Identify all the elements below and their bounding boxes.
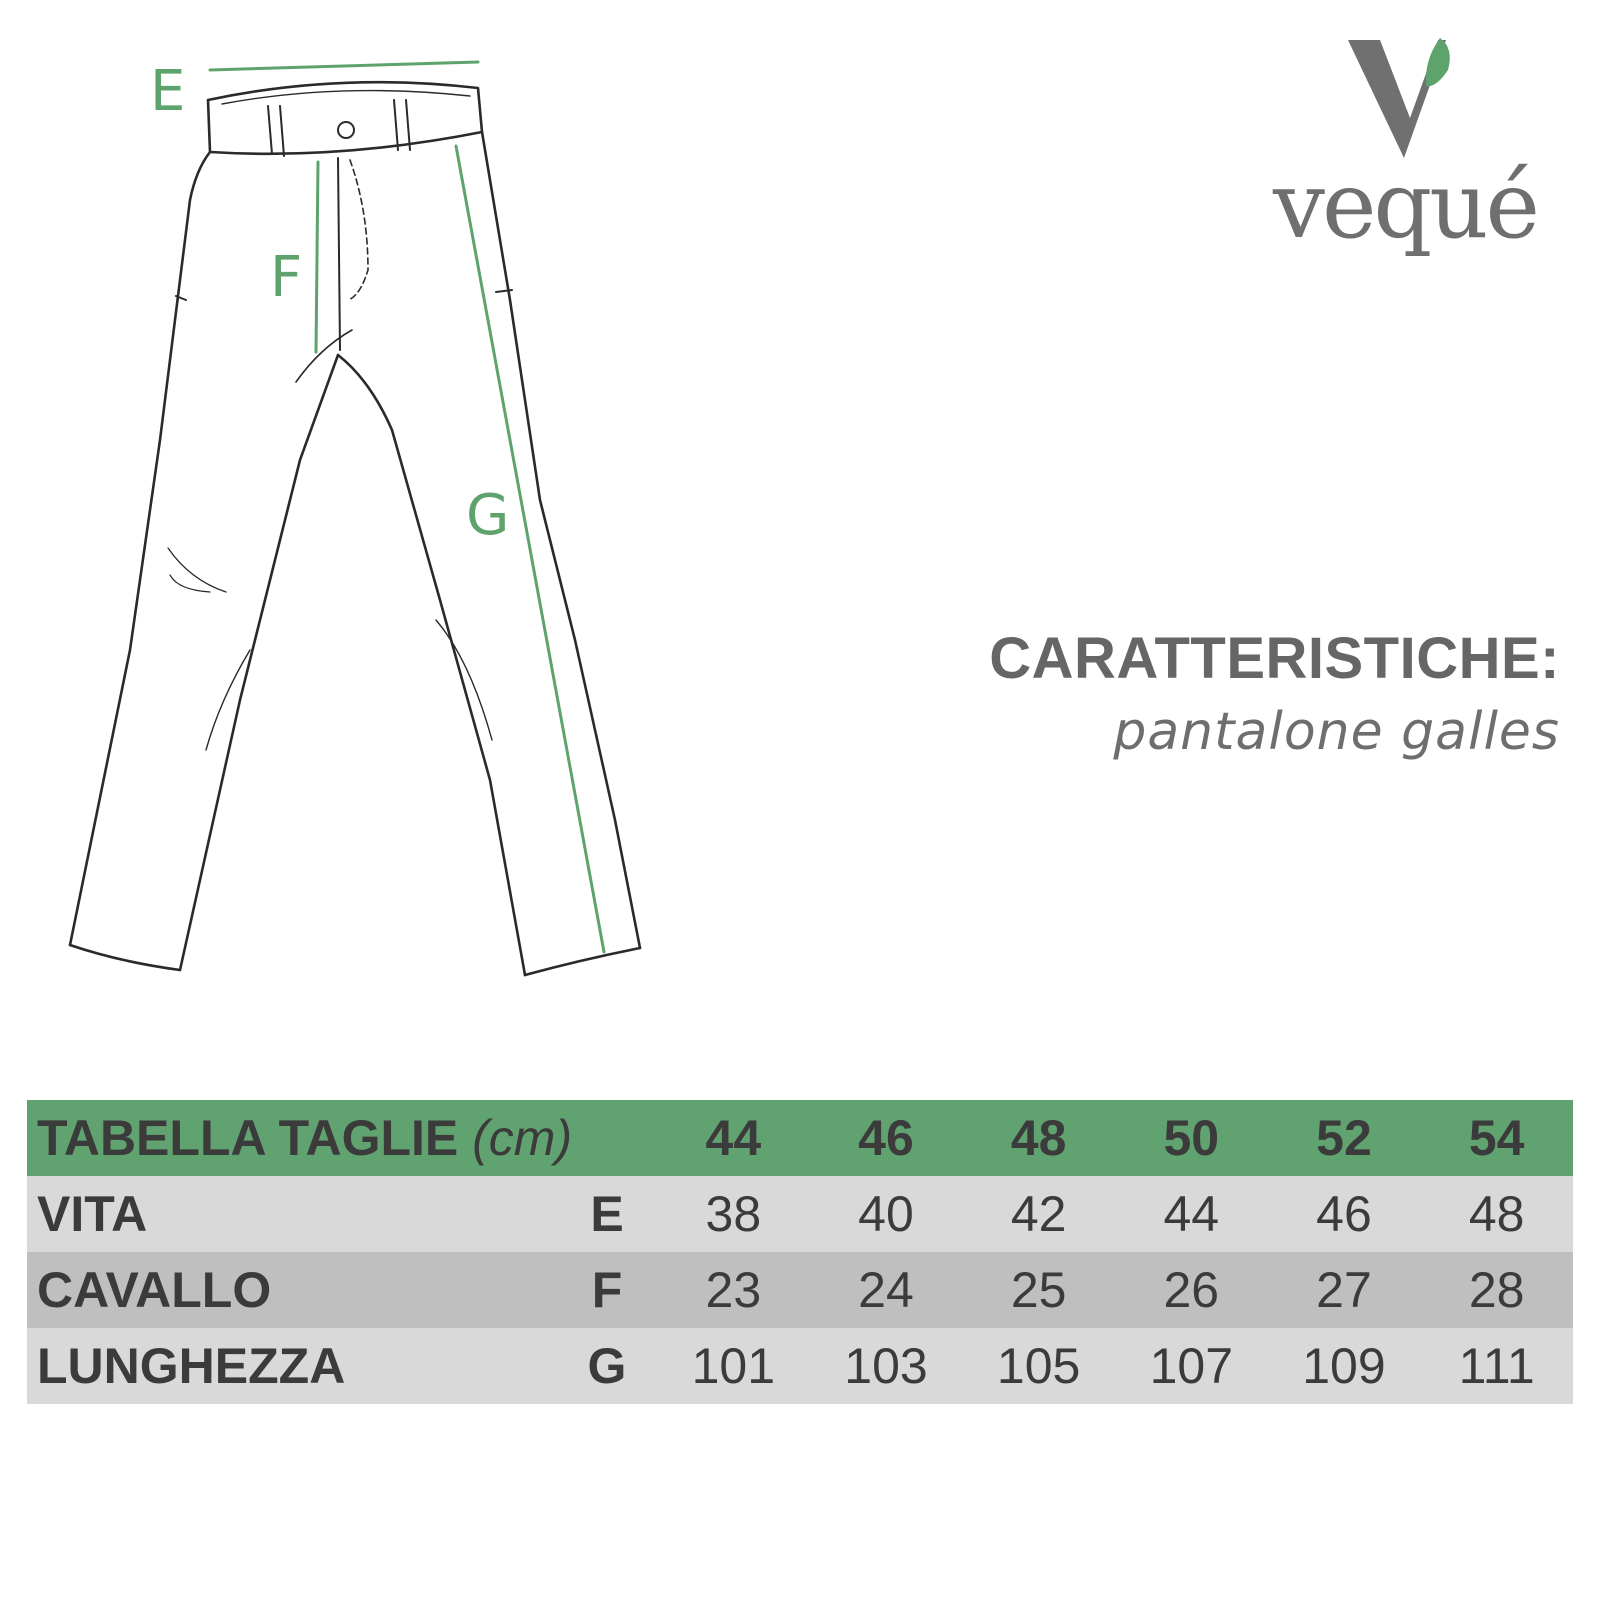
size-table-title bbox=[27, 1100, 573, 1176]
size-table-header bbox=[27, 1100, 1573, 1176]
length-measure-line bbox=[456, 146, 604, 952]
table-cell: 27 bbox=[1268, 1252, 1421, 1328]
size-table bbox=[27, 1100, 1573, 1404]
row-label: CAVALLO bbox=[27, 1252, 557, 1328]
size-column-header: 44 bbox=[657, 1100, 810, 1176]
table-cell: 24 bbox=[810, 1252, 963, 1328]
table-cell: 28 bbox=[1420, 1252, 1573, 1328]
row-code: E bbox=[557, 1176, 657, 1252]
row-code: G bbox=[557, 1328, 657, 1404]
row-label: VITA bbox=[27, 1176, 557, 1252]
table-cell: 107 bbox=[1115, 1328, 1268, 1404]
size-column-header: 46 bbox=[810, 1100, 963, 1176]
table-cell: 46 bbox=[1268, 1176, 1421, 1252]
table-cell: 103 bbox=[810, 1328, 963, 1404]
table-row-cavallo bbox=[27, 1252, 1573, 1328]
row-code: F bbox=[557, 1252, 657, 1328]
features-value: pantalone galles bbox=[1113, 702, 1560, 762]
size-column-header: 48 bbox=[962, 1100, 1115, 1176]
table-cell: 111 bbox=[1420, 1328, 1573, 1404]
size-column-header: 52 bbox=[1268, 1100, 1421, 1176]
trousers-sketch bbox=[0, 0, 700, 1020]
table-cell: 26 bbox=[1115, 1252, 1268, 1328]
rise-measure-line bbox=[316, 162, 318, 352]
table-cell: 38 bbox=[657, 1176, 810, 1252]
size-column-header: 54 bbox=[1420, 1100, 1573, 1176]
size-table-unit: (cm) bbox=[472, 1110, 573, 1166]
size-table-title-text: TABELLA TAGLIE bbox=[37, 1110, 459, 1166]
brand-wordmark: vequé bbox=[1272, 152, 1537, 259]
measure-label-g: G bbox=[466, 483, 510, 548]
table-cell: 105 bbox=[962, 1328, 1115, 1404]
measure-label-e: E bbox=[150, 59, 186, 124]
table-cell: 48 bbox=[1420, 1176, 1573, 1252]
features-block bbox=[989, 625, 1560, 762]
table-row-lunghezza bbox=[27, 1328, 1573, 1404]
table-cell: 25 bbox=[962, 1252, 1115, 1328]
table-cell: 44 bbox=[1115, 1176, 1268, 1252]
table-cell: 42 bbox=[962, 1176, 1115, 1252]
table-cell: 109 bbox=[1268, 1328, 1421, 1404]
table-cell: 23 bbox=[657, 1252, 810, 1328]
table-cell: 101 bbox=[657, 1328, 810, 1404]
table-row-vita bbox=[27, 1176, 1573, 1252]
table-cell: 40 bbox=[810, 1176, 963, 1252]
waist-measure-line bbox=[210, 62, 478, 70]
features-title: CARATTERISTICHE: bbox=[989, 626, 1560, 691]
measure-label-f: F bbox=[270, 245, 303, 310]
row-label: LUNGHEZZA bbox=[27, 1328, 557, 1404]
size-column-header: 50 bbox=[1115, 1100, 1268, 1176]
